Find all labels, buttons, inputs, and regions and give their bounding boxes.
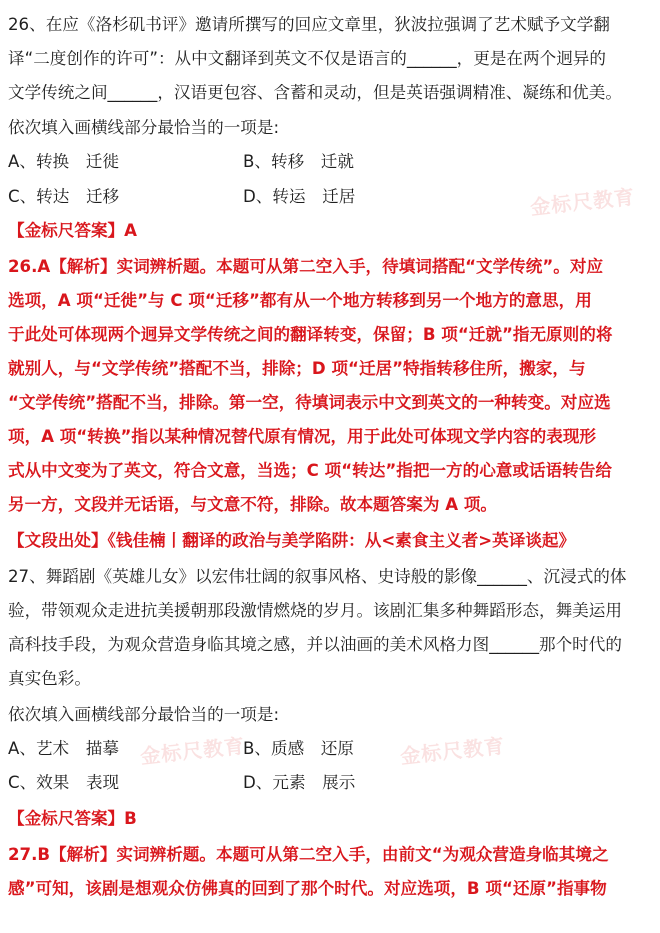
q26-answer: 【金标尺答案】A	[8, 221, 137, 240]
q26-analysis-line: 于此处可体现两个迥异文学传统之间的翻译转变，保留；B 项“迁就”指无原则的将	[8, 325, 613, 344]
q27-analysis-line: 27.B【解析】实词辨析题。本题可从第二空入手，由前文“为观众营造身临其境之	[8, 845, 609, 864]
q26-source: 【文段出处】《钱佳楠丨翻译的政治与美学陷阱：从<素食主义者>英译谈起》	[8, 531, 576, 550]
q26-stem-line: 译“二度创作的许可”：从中文翻译到英文不仅是语言的______，更是在两个迥异的	[8, 49, 606, 68]
q26-analysis-line: 26.A【解析】实词辨析题。本题可从第二空入手，待填词搭配“文学传统”。对应	[8, 257, 604, 276]
q26-option-a: A、转换 迁徙	[8, 152, 119, 171]
watermark: 金标尺教育	[529, 184, 637, 220]
q26-stem-line: 26、在应《洛杉矶书评》邀请所撰写的回应文章里，狄波拉强调了艺术赋予文学翻	[8, 15, 610, 34]
q27-option-b: B、质感 还原	[243, 739, 354, 758]
q27-option-a: A、艺术 描摹	[8, 739, 119, 758]
q26-option-b: B、转移 迁就	[243, 152, 354, 171]
q26-analysis-line: 另一方，文段并无话语，与文意不符，排除。故本题答案为 A 项。	[8, 495, 498, 514]
q26-analysis-line: 式从中文变为了英文，符合文意，当选；C 项“转达”指把一方的心意或话语转告给	[8, 461, 612, 480]
q26-instruction: 依次填入画横线部分最恰当的一项是:	[8, 118, 280, 137]
q27-stem-line: 真实色彩。	[8, 669, 91, 688]
q27-answer: 【金标尺答案】B	[8, 809, 137, 828]
watermark: 金标尺教育	[139, 733, 247, 769]
q26-option-d: D、转运 迁居	[243, 187, 356, 206]
q26-option-c: C、转达 迁移	[8, 187, 120, 206]
q26-analysis-line: 选项，A 项“迁徙”与 C 项“迁移”都有从一个地方转移到另一个地方的意思，用	[8, 291, 592, 310]
q27-instruction: 依次填入画横线部分最恰当的一项是:	[8, 705, 280, 724]
q26-analysis-line: “文学传统”搭配不当，排除。第一空，待填词表示中文到英文的一种转变。对应选	[8, 393, 611, 412]
q27-stem-line: 高科技手段，为观众营造身临其境之感，并以油画的美术风格力图______那个时代的	[8, 635, 622, 654]
q27-option-d: D、元素 展示	[243, 773, 356, 792]
q26-stem-line: 文学传统之间______，汉语更包容、含蓄和灵动，但是英语强调精准、凝练和优美。	[8, 83, 622, 102]
watermark: 金标尺教育	[399, 733, 507, 769]
q26-analysis-line: 项，A 项“转换”指以某种情况替代原有情况，用于此处可体现文学内容的表现形	[8, 427, 597, 446]
q27-stem-line: 验，带领观众走进抗美援朝那段激情燃烧的岁月。该剧汇集多种舞蹈形态，舞美运用	[8, 601, 622, 620]
q27-option-c: C、效果 表现	[8, 773, 120, 792]
q26-analysis-line: 就别人，与“文学传统”搭配不当，排除；D 项“迁居”特指转移住所，搬家，与	[8, 359, 586, 378]
q27-stem-line: 27、舞蹈剧《英雄儿女》以宏伟壮阔的叙事风格、史诗般的影像______、沉浸式的体	[8, 567, 627, 586]
q27-analysis-line: 感”可知，该剧是想观众仿佛真的回到了那个时代。对应选项，B 项“还原”指事物	[8, 879, 607, 898]
